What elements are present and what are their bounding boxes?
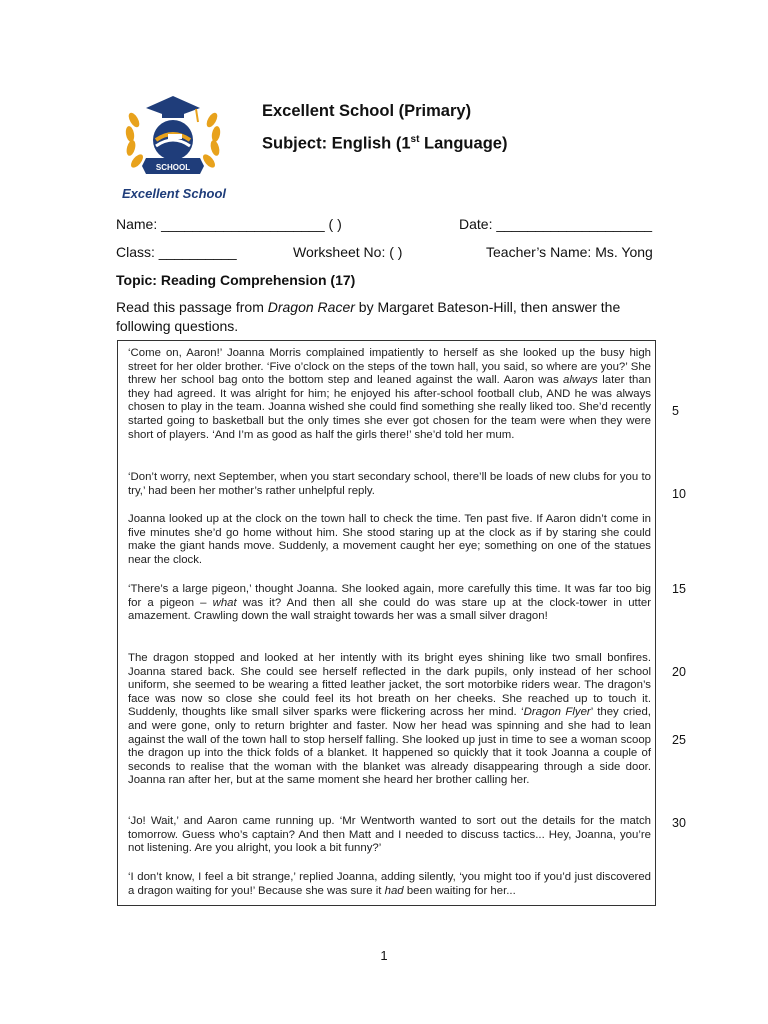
- subject-sup: st: [410, 134, 420, 145]
- p7-text-b: been waiting for her...: [403, 884, 516, 897]
- line-number: 30: [672, 816, 686, 830]
- name-field: Name: _____________________ ( ): [116, 216, 342, 232]
- p4-text-a: ‘There’s a large pigeon,’ thought Joanna. She looked again, more carefully this time. It was far too big for a pigeon –: [128, 583, 651, 609]
- date-field: Date: ____________________: [459, 216, 653, 232]
- passage-paragraph-1: [128, 347, 651, 442]
- p5-emphasis: Dragon Flyer: [523, 706, 591, 719]
- p5-text-b: ’ they cried, and were gone, only to return brighter and faster. Now her head was spinning and she had to lean against the wall of the town hall to stop herself falling. She looked up just in time to see a woman scoop the dragon up into the thick folds of a blanket. It happened so quickly that it took Joanna a couple of seconds to realise that the woman with the blanket was already disappearing through a side door. Joanna ran after her, but at the same moment she heard her brother calling her.: [128, 706, 651, 787]
- line-number: 25: [672, 733, 686, 747]
- topic-heading: Topic: Reading Comprehension (17): [116, 272, 356, 288]
- subject-suffix: Language): [419, 134, 508, 153]
- passage-paragraph-7: [128, 871, 651, 898]
- intro-after: by Margaret Bateson-Hill, then answer the following questions.: [116, 299, 621, 334]
- subject-prefix: Subject: English (1: [262, 134, 411, 153]
- school-title: Excellent School (Primary): [262, 102, 472, 120]
- school-crest-icon: [118, 90, 228, 190]
- line-number: 5: [672, 404, 679, 418]
- intro-instructions: [116, 298, 656, 336]
- p5-text-a: The dragon stopped and looked at her intently with its bright eyes shining like two small bonfires. Joanna stared back. She could see herself reflected in the dark pupils, only instead of her school uniform, she seemed to be wearing a fitted leather jacket, the sort motorbike riders wear. The dragon’s face was now so close she could feel its hot breath on her cheeks. She reached up to touch it. Suddenly, thoughts like small silver sparks were flickering across her mind. ‘: [128, 652, 651, 719]
- passage-paragraph-5: [128, 652, 651, 788]
- p4-text-b: was it? And then all she could do was stare up at the clock-tower in utter amazement. Crawling down the wall straight towards her was a small silver dragon!: [128, 596, 652, 623]
- p7-text-a: ‘I don’t know, I feel a bit strange,’ replied Joanna, adding silently, ‘you might too if you’d just discovered a dragon waiting for you!’ Because she was sure it: [128, 871, 651, 897]
- book-title: Dragon Racer: [267, 299, 355, 315]
- line-number: 20: [672, 665, 686, 679]
- passage-paragraph-4: [128, 583, 651, 624]
- passage-paragraph-2: ‘Don’t worry, next September, when you start secondary school, there’ll be loads of new clubs for you to try,’ had been her mother’s rather unhelpful reply.: [128, 471, 651, 497]
- p1-text-b: later than they had agreed. It was alright for him; he enjoyed his after-school football club, AND he was always chosen to play in the team. Joanna wished she could find something she really liked too. She’d recently started going to basketball but the only times she ever got chosen for the team were when they were short of players. ‘And I’m as good as half the girls there!’ she’d told her mum.: [128, 374, 651, 441]
- intro-before: Read this passage from: [116, 299, 268, 315]
- p4-emphasis: what: [212, 596, 237, 609]
- passage-paragraph-3: Joanna looked up at the clock on the town hall to check the time. Ten past five. If Aaron didn’t come in five minutes she’d go home without him. She stood staring up at the clock as if by staring she could make the giant hands move. Suddenly, a movement caught her eye; something on one of the statues near the clock.: [128, 513, 651, 566]
- line-number: 15: [672, 582, 686, 596]
- worksheet-field: Worksheet No: ( ): [293, 244, 403, 260]
- p1-text-a: ‘Come on, Aaron!’ Joanna Morris complained impatiently to herself as she looked up the busy high street for her older brother. ‘Five o’clock on the steps of the town hall, you said, so where are you?’ She threw her school bag onto the bottom step and leaned against the wall. Aaron was: [128, 347, 651, 387]
- logo-caption: Excellent School: [121, 186, 227, 201]
- p1-emphasis: always: [563, 374, 598, 387]
- p7-emphasis: had: [384, 884, 404, 897]
- line-number: 10: [672, 487, 686, 501]
- page-number: 1: [380, 948, 388, 963]
- passage-paragraph-6: ‘Jo! Wait,’ and Aaron came running up. ‘Mr Wentworth wanted to sort out the details for the match tomorrow. Guess who’s captain? And then Matt and I needed to discuss tactics... Hey, Joanna, you’re not listening. Are you alright, you look a bit funny?’: [128, 815, 651, 855]
- teacher-field: Teacher’s Name: Ms. Yong: [486, 244, 653, 260]
- class-field: Class: __________: [116, 244, 237, 260]
- logo-badge-text: SCHOOL: [155, 163, 191, 172]
- subject-title: [262, 134, 507, 154]
